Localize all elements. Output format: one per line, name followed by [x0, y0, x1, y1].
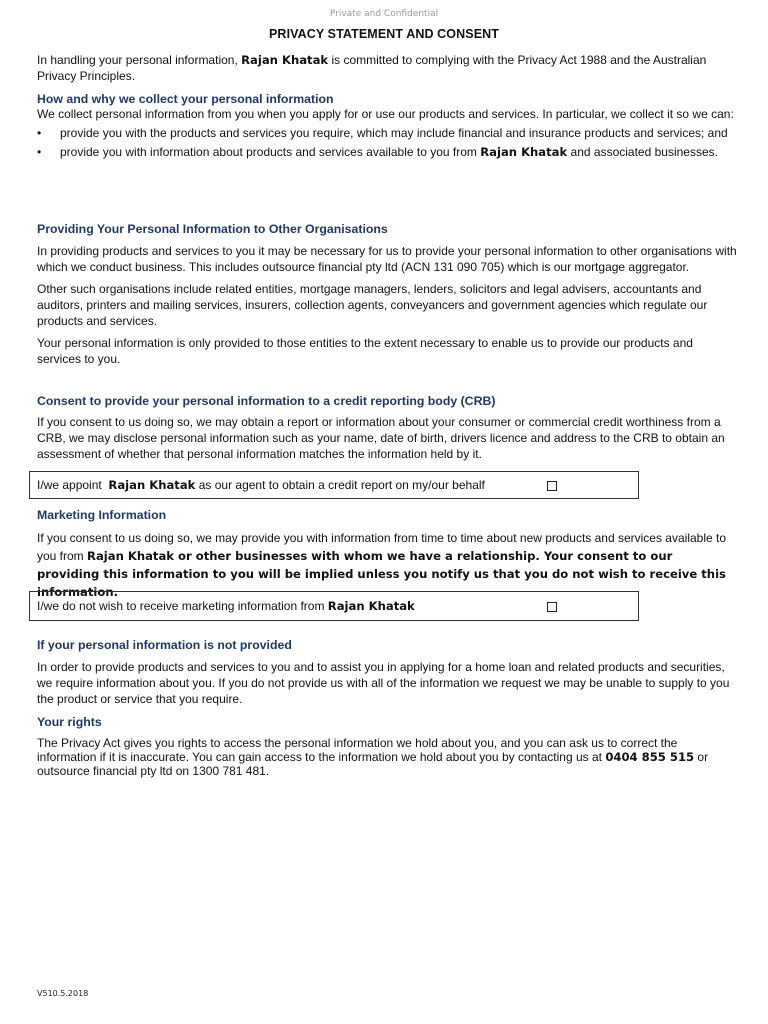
marketing-section	[37, 507, 737, 601]
not-provided-section	[37, 637, 737, 707]
page-title: PRIVACY STATEMENT AND CONSENT	[269, 27, 499, 41]
marketing-heading: Marketing Information	[37, 508, 167, 522]
agent-name: Rajan Khatak	[87, 549, 174, 563]
providing-paragraph-2: Other such organisations include related entities, mortgage managers, lenders, solicitors and legal advisers, accountants and auditors, printers and mailing services, insurers, collection agents, conveyancers and government agencies which regulate our products and services.	[37, 282, 708, 328]
agent-name: Rajan Khatak	[327, 599, 415, 613]
providing-heading: Providing Your Personal Information to Other Organisations	[37, 222, 388, 236]
marketing-optout-box: I/we do not wish to receive marketing information from Rajan Khatak	[29, 591, 639, 621]
intro-section	[37, 52, 737, 84]
agent-name: Rajan Khatak	[241, 53, 329, 67]
agent-name: Rajan Khatak	[108, 478, 196, 492]
list-item: • provide you with the products and services you require, which may include financial and insurance products and services; and	[37, 126, 737, 140]
rights-paragraph: The Privacy Act gives you rights to access the personal information we hold about you, and you can ask us to correct the information if it is inaccurate. You can gain access to the information we hold about you by contacting us at 0404 855 515 or outsource financial pty ltd on 1300 781 481.	[37, 736, 709, 778]
crb-consent-box: I/we appoint Rajan Khatak as our agent to obtain a credit report on my/our behalf	[29, 471, 639, 499]
list-item: • provide you with information about products and services available to you from Rajan Khatak and associated businesses.	[37, 145, 737, 159]
crb-section	[37, 393, 737, 462]
crb-paragraph: If you consent to us doing so, we may obtain a report or information about your consumer or commercial credit worthiness from a CRB, we may disclose personal information such as your name, date of birth, drivers licence and address to the CRB to obtain an assessment of whether that personal information matches the information held by it.	[37, 415, 725, 461]
marketing-optout-checkbox[interactable]	[547, 602, 557, 612]
not-provided-paragraph: In order to provide products and services to you and to assist you in applying for a home loan and related products and securities, we require information about you. If you do not provide us with all of the information we request we may be unable to supply to you the product or service that you require.	[37, 660, 730, 706]
collect-heading: How and why we collect your personal information	[37, 92, 334, 106]
collect-paragraph: We collect personal information from you when you apply for or use our products and services. In particular, we collect it so we can:	[37, 107, 734, 121]
rights-heading: Your rights	[37, 715, 102, 729]
agent-name: Rajan Khatak	[480, 145, 568, 159]
providing-paragraph-1: In providing products and services to you it may be necessary for us to provide your personal information to other organisations with which we conduct business. This includes outsource financial pty ltd (ACN 131 090 705) which is our mortgage aggregator.	[37, 244, 737, 274]
collect-bullet-list	[37, 126, 737, 159]
collect-section	[37, 91, 737, 159]
providing-section	[37, 221, 737, 367]
marketing-paragraph: If you consent to us doing so, we may provide you with information from time to time about new products and services available to you from Rajan Khatak or other businesses with whom we have a relationship. Your consent to our providing this information to you will be implied unless you notify us that you do not wish to receive this information.	[37, 531, 727, 599]
crb-heading: Consent to provide your personal information to a credit reporting body (CRB)	[37, 394, 496, 408]
providing-paragraph-3: Your personal information is only provided to those entities to the extent necessary to enable us to provide our products and services to you.	[37, 336, 693, 366]
version-label: V510.5.2018	[37, 989, 89, 998]
confidential-label: Private and Confidential	[329, 9, 439, 19]
intro-paragraph: In handling your personal information, Rajan Khatak is committed to complying with the Privacy Act 1988 and the Australian Privacy Principles.	[37, 53, 707, 83]
crb-consent-checkbox[interactable]	[547, 481, 557, 491]
contact-phone: 0404 855 515	[605, 750, 695, 764]
rights-section	[37, 714, 737, 778]
not-provided-heading: If your personal information is not provided	[37, 638, 292, 652]
